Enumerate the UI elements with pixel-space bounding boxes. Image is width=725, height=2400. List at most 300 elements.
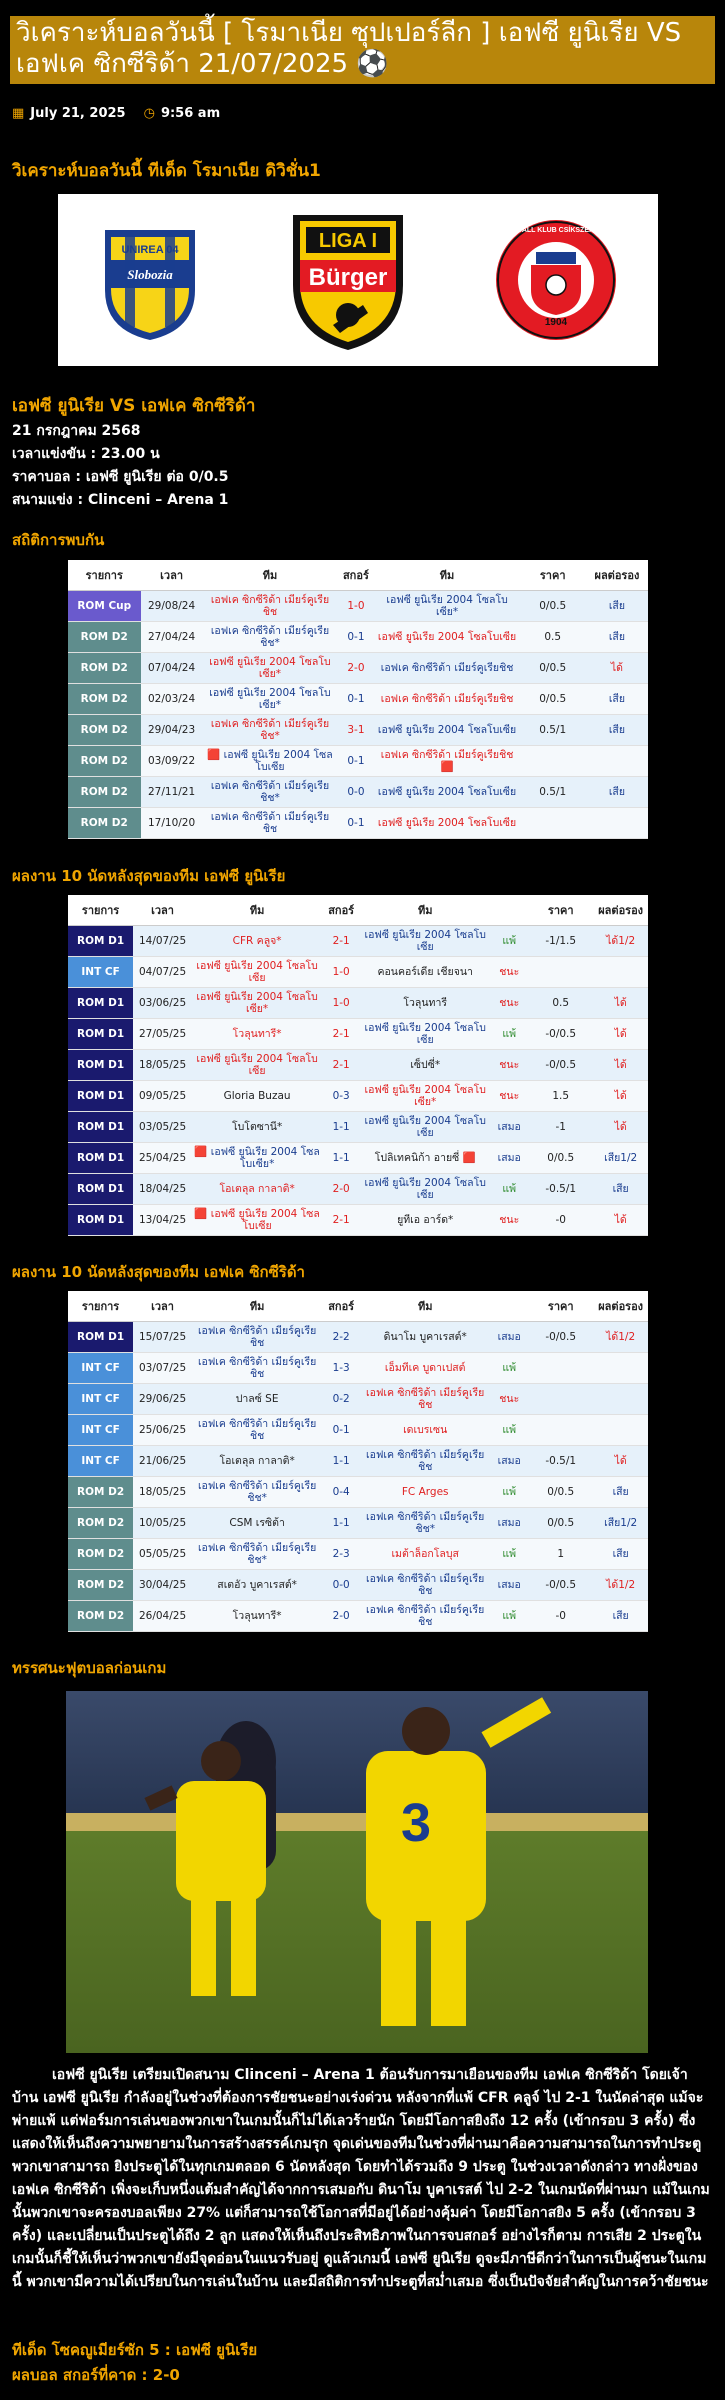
h2h-header-row xyxy=(68,560,648,591)
table-row xyxy=(68,1415,648,1446)
away-team-cell: ดินาโม บูคาเรสต์* xyxy=(360,1322,490,1353)
away-team-cell: เอฟซี ยูนิเรีย 2004 โซลโบเซีย xyxy=(375,777,520,808)
home-team-cell: เอฟซี ยูนิเรีย 2004 โซลโบเซีย* xyxy=(203,653,338,684)
col-away: ทีม xyxy=(360,895,490,926)
post-date: ▦ July 21, 2025 xyxy=(12,106,126,121)
win-loss-cell: แพ้ xyxy=(490,1415,528,1446)
handicap-result-cell: ได้1/2 xyxy=(593,1322,648,1353)
win-loss-cell: แพ้ xyxy=(490,1477,528,1508)
handicap-result-cell: ได้ xyxy=(586,653,648,684)
odds-cell: 1.5 xyxy=(528,1081,593,1112)
league-cell: ROM D1 xyxy=(68,1143,133,1174)
post-time: ◷ 9:56 am xyxy=(143,106,221,121)
away-team-cell: เมต้าล็อกโลบุส xyxy=(360,1539,490,1570)
league-cell: INT CF xyxy=(68,1384,133,1415)
away-team-cell: เอ็มทีเค บูดาเปสต์ xyxy=(360,1353,490,1384)
odds-cell xyxy=(528,1384,593,1415)
away-team-cell: เอฟเค ซิกซีริด้า เมียร์คูเรียชิช xyxy=(360,1570,490,1601)
h2h-heading: สถิติการพบกัน xyxy=(12,531,105,549)
home-team-cell: เอฟซี ยูนิเรีย 2004 โซลโบเซีย xyxy=(192,1050,322,1081)
home-team-cell: เอฟเค ซิกซีริด้า เมียร์คูเรียชิช xyxy=(192,1353,322,1384)
league-cell: ROM D1 xyxy=(68,926,133,957)
table-row xyxy=(68,808,648,839)
score-cell: 0-1 xyxy=(337,746,374,777)
win-loss-cell: แพ้ xyxy=(490,926,528,957)
unirea-slobozia-logo xyxy=(95,215,205,345)
table-row xyxy=(68,1353,648,1384)
score-cell: 1-0 xyxy=(337,591,374,622)
match-date: 21 กรกฎาคม 2568 xyxy=(12,423,141,439)
away-team-cell: เอฟซี ยูนิเรีย 2004 โซลโบเซีย xyxy=(360,1174,490,1205)
score-cell: 0-1 xyxy=(337,622,374,653)
home-results-header-row xyxy=(68,895,648,926)
handicap-result-cell: ได้ xyxy=(593,1446,648,1477)
score-cell: 1-0 xyxy=(322,957,360,988)
league-cell: ROM D1 xyxy=(68,1019,133,1050)
svg-text:Slobozia: Slobozia xyxy=(126,267,173,282)
league-cell: ROM D1 xyxy=(68,1174,133,1205)
home-team-cell: เอฟเค ซิกซีริด้า เมียร์คูเรียชิช xyxy=(192,1415,322,1446)
table-row xyxy=(68,1112,648,1143)
home-team-cell: เอฟเค ซิกซีริด้า เมียร์คูเรียชิช* xyxy=(192,1539,322,1570)
away-team-cell: เอฟซี ยูนิเรีย 2004 โซลโบเซีย xyxy=(375,715,520,746)
col-league: รายการ xyxy=(68,560,141,591)
prediction-score: ผลบอล สกอร์ที่คาด : 2-0 xyxy=(12,2366,180,2384)
date-cell: 18/05/25 xyxy=(133,1477,192,1508)
league-cell: ROM D2 xyxy=(68,1508,133,1539)
league-cell: INT CF xyxy=(68,1446,133,1477)
match-price: ราคาบอล : เอฟซี ยูนิเรีย ต่อ 0/0.5 xyxy=(12,469,229,485)
date-cell: 04/07/25 xyxy=(133,957,192,988)
table-row xyxy=(68,1539,648,1570)
col-result: ผลต่อรอง xyxy=(586,560,648,591)
league-cell: ROM D1 xyxy=(68,1081,133,1112)
date-cell: 29/08/24 xyxy=(141,591,203,622)
score-cell: 2-0 xyxy=(337,653,374,684)
table-row xyxy=(68,1050,648,1081)
svg-text:FUTBALL KLUB CSÍKSZEREDA: FUTBALL KLUB CSÍKSZEREDA xyxy=(503,227,610,234)
league-cell: INT CF xyxy=(68,1415,133,1446)
odds-cell: -0/0.5 xyxy=(528,1050,593,1081)
table-row xyxy=(68,1477,648,1508)
league-cell: ROM D2 xyxy=(68,1539,133,1570)
away-team-cell: โวลุนทารี xyxy=(360,988,490,1019)
date-cell: 30/04/25 xyxy=(133,1570,192,1601)
handicap-result-cell xyxy=(586,746,648,777)
match-stadium: สนามแข่ง : Clinceni – Arena 1 xyxy=(12,492,229,508)
odds-cell xyxy=(528,1415,593,1446)
league-cell: ROM D2 xyxy=(68,1477,133,1508)
score-cell: 0-4 xyxy=(322,1477,360,1508)
score-cell: 0-1 xyxy=(322,1415,360,1446)
clock-icon: ◷ xyxy=(143,106,155,121)
handicap-result-cell xyxy=(593,1353,648,1384)
table-row xyxy=(68,1601,648,1632)
handicap-result-cell: เสีย xyxy=(586,591,648,622)
league-cell: ROM Cup xyxy=(68,591,141,622)
odds-cell: 0/0.5 xyxy=(520,684,586,715)
win-loss-cell: เสมอ xyxy=(490,1570,528,1601)
table-row xyxy=(68,746,648,777)
home-team-cell: เอฟเค ซิกซีริด้า เมียร์คูเรียชิช xyxy=(203,808,338,839)
table-row xyxy=(68,1508,648,1539)
home-team-cell: โวลุนทารี* xyxy=(192,1601,322,1632)
date-cell: 10/05/25 xyxy=(133,1508,192,1539)
col-wl xyxy=(490,1291,528,1322)
team-logos-panel xyxy=(58,194,658,366)
table-row xyxy=(68,1384,648,1415)
col-home: ทีม xyxy=(192,1291,322,1322)
home-team-cell: เอฟเค ซิกซีริด้า เมียร์คูเรียชิช* xyxy=(203,622,338,653)
odds-cell: 0/0.5 xyxy=(520,653,586,684)
handicap-result-cell: ได้ xyxy=(593,1050,648,1081)
away-team-cell: เอฟเค ซิกซีริด้า เมียร์คูเรียชิช xyxy=(375,653,520,684)
score-cell: 2-1 xyxy=(322,1050,360,1081)
table-row xyxy=(68,1143,648,1174)
home-team-cell: โอเตลุล กาลาติ* xyxy=(192,1174,322,1205)
odds-cell: 1 xyxy=(528,1539,593,1570)
handicap-result-cell: เสีย1/2 xyxy=(593,1508,648,1539)
odds-cell: -0/0.5 xyxy=(528,1570,593,1601)
score-cell: 2-2 xyxy=(322,1322,360,1353)
away-team-cell: โปลิเทคนิก้า อายซี่ 🟥 xyxy=(360,1143,490,1174)
score-cell: 1-1 xyxy=(322,1112,360,1143)
odds-cell: -0/0.5 xyxy=(528,1322,593,1353)
date-cell: 26/04/25 xyxy=(133,1601,192,1632)
league-cell: ROM D2 xyxy=(68,808,141,839)
table-row xyxy=(68,715,648,746)
home-team-cell: โอเตลุล กาลาติ* xyxy=(192,1446,322,1477)
handicap-result-cell xyxy=(593,1415,648,1446)
handicap-result-cell: ได้1/2 xyxy=(593,1570,648,1601)
league-cell: ROM D2 xyxy=(68,1570,133,1601)
home-team-cell: เอฟซี ยูนิเรีย 2004 โซลโบเซีย xyxy=(192,957,322,988)
odds-cell xyxy=(520,746,586,777)
odds-cell: 0/0.5 xyxy=(528,1508,593,1539)
win-loss-cell: ชนะ xyxy=(490,1050,528,1081)
win-loss-cell: เสมอ xyxy=(490,1446,528,1477)
win-loss-cell: แพ้ xyxy=(490,1539,528,1570)
score-cell: 0-1 xyxy=(337,808,374,839)
home-team-cell: CFR คลูจ* xyxy=(192,926,322,957)
home-team-cell: ปาลซ์ SE xyxy=(192,1384,322,1415)
win-loss-cell: ชนะ xyxy=(490,1205,528,1236)
win-loss-cell: แพ้ xyxy=(490,1353,528,1384)
away-team-cell: ยูทีเอ อาร์ด* xyxy=(360,1205,490,1236)
away-team-cell: เอฟซี ยูนิเรีย 2004 โซลโบเซีย xyxy=(360,1112,490,1143)
date-cell: 14/07/25 xyxy=(133,926,192,957)
league-cell: INT CF xyxy=(68,957,133,988)
handicap-result-cell xyxy=(593,957,648,988)
win-loss-cell: ชนะ xyxy=(490,1081,528,1112)
score-cell: 1-1 xyxy=(322,1508,360,1539)
score-cell: 2-1 xyxy=(322,1205,360,1236)
league-cell: ROM D1 xyxy=(68,1205,133,1236)
date-cell: 18/04/25 xyxy=(133,1174,192,1205)
section-heading-main: วิเคราะห์บอลวันนี้ ทีเด็ด โรมาเนีย ดิวิชั่น1 xyxy=(12,161,321,181)
score-cell: 0-0 xyxy=(337,777,374,808)
odds-cell: -0.5/1 xyxy=(528,1174,593,1205)
table-row xyxy=(68,1570,648,1601)
table-row xyxy=(68,1322,648,1353)
home-team-cell: เอฟเค ซิกซีริด้า เมียร์คูเรียชิช xyxy=(192,1322,322,1353)
match-kickoff: เวลาแข่งขัน : 23.00 น xyxy=(12,446,160,462)
match-photo xyxy=(66,1691,648,2053)
table-row xyxy=(68,1019,648,1050)
away-team-cell: เซ็ปซี่* xyxy=(360,1050,490,1081)
col-date: เวลา xyxy=(141,560,203,591)
svg-text:LIGA I: LIGA I xyxy=(318,230,378,252)
away-team-cell: เอฟเค ซิกซีริด้า เมียร์คูเรียชิช xyxy=(375,684,520,715)
handicap-result-cell: เสีย xyxy=(593,1601,648,1632)
col-home: ทีม xyxy=(203,560,338,591)
handicap-result-cell: ได้ xyxy=(593,1019,648,1050)
col-score: สกอร์ xyxy=(322,1291,360,1322)
date-cell: 05/05/25 xyxy=(133,1539,192,1570)
handicap-result-cell: ได้ xyxy=(593,1112,648,1143)
odds-cell: 0/0.5 xyxy=(528,1477,593,1508)
handicap-result-cell: เสีย xyxy=(593,1174,648,1205)
table-row xyxy=(68,653,648,684)
league-cell: ROM D2 xyxy=(68,746,141,777)
home-team-cell: เอฟเค ซิกซีริด้า เมียร์คูเรียชิช* xyxy=(203,715,338,746)
date-cell: 25/04/25 xyxy=(133,1143,192,1174)
home-team-cell: CSM เรซิต้า xyxy=(192,1508,322,1539)
handicap-result-cell: ได้ xyxy=(593,1081,648,1112)
date-cell: 03/05/25 xyxy=(133,1112,192,1143)
svg-text:UNIREA 04: UNIREA 04 xyxy=(121,244,179,256)
home-team-cell: เอฟเค ซิกซีริด้า เมียร์คูเรียชิช* xyxy=(203,777,338,808)
away-team-cell: เอฟซี ยูนิเรีย 2004 โซลโบเซีย* xyxy=(360,1081,490,1112)
odds-cell: 0/0.5 xyxy=(520,591,586,622)
home-team-cell: เอฟซี ยูนิเรีย 2004 โซลโบเซีย* xyxy=(192,988,322,1019)
col-odds: ราคา xyxy=(528,895,593,926)
league-cell: ROM D2 xyxy=(68,622,141,653)
home-team-cell: เอฟซี ยูนิเรีย 2004 โซลโบเซีย* xyxy=(203,684,338,715)
date-cell: 17/10/20 xyxy=(141,808,203,839)
col-result: ผลต่อรอง xyxy=(593,1291,648,1322)
score-cell: 1-1 xyxy=(322,1446,360,1477)
league-cell: ROM D2 xyxy=(68,777,141,808)
table-row xyxy=(68,622,648,653)
league-cell: ROM D2 xyxy=(68,1601,133,1632)
home-team-cell: เอฟเค ซิกซีริด้า เมียร์คูเรีย ชิช xyxy=(203,591,338,622)
away-team-cell: เดเบรเซน xyxy=(360,1415,490,1446)
odds-cell: 0/0.5 xyxy=(528,1143,593,1174)
score-cell: 2-3 xyxy=(322,1539,360,1570)
away-team-cell: เอฟเค ซิกซีริด้า เมียร์คูเรียชิช xyxy=(360,1601,490,1632)
date-cell: 27/04/24 xyxy=(141,622,203,653)
match-info xyxy=(12,420,229,512)
table-row xyxy=(68,1174,648,1205)
away-results-heading: ผลงาน 10 นัดหลังสุดของทีม เอฟเค ซิกซีริด้า xyxy=(12,1263,305,1281)
score-cell: 3-1 xyxy=(337,715,374,746)
home-team-cell: โวลุนทารี* xyxy=(192,1019,322,1050)
post-meta xyxy=(12,106,725,121)
table-row xyxy=(68,988,648,1019)
away-team-cell: เอฟซี ยูนิเรีย 2004 โซลโบเซีย xyxy=(360,926,490,957)
score-cell: 1-3 xyxy=(322,1353,360,1384)
win-loss-cell: แพ้ xyxy=(490,1174,528,1205)
table-row xyxy=(68,1205,648,1236)
win-loss-cell: เสมอ xyxy=(490,1143,528,1174)
away-team-cell: เอฟเค ซิกซีริด้า เมียร์คูเรียชิช 🟥 xyxy=(375,746,520,777)
svg-text:1904: 1904 xyxy=(545,317,568,328)
date-cell: 27/11/21 xyxy=(141,777,203,808)
score-cell: 0-1 xyxy=(337,684,374,715)
col-date: เวลา xyxy=(133,1291,192,1322)
handicap-result-cell: เสีย xyxy=(586,684,648,715)
handicap-result-cell xyxy=(593,1384,648,1415)
date-cell: 03/06/25 xyxy=(133,988,192,1019)
table-row xyxy=(68,1446,648,1477)
date-cell: 02/03/24 xyxy=(141,684,203,715)
win-loss-cell: ชนะ xyxy=(490,957,528,988)
win-loss-cell: แพ้ xyxy=(490,1601,528,1632)
away-results-table xyxy=(68,1291,648,1632)
date-cell: 29/04/23 xyxy=(141,715,203,746)
handicap-result-cell: เสีย xyxy=(586,622,648,653)
col-result: ผลต่อรอง xyxy=(593,895,648,926)
svg-text:3: 3 xyxy=(401,1793,432,1853)
match-title: เอฟซี ยูนิเรีย VS เอฟเค ซิกซีริด้า xyxy=(12,396,256,416)
col-odds: ราคา xyxy=(528,1291,593,1322)
col-league: รายการ xyxy=(68,1291,133,1322)
odds-cell xyxy=(528,957,593,988)
preview-paragraph: เอฟซี ยูนิเรีย เตรียมเปิดสนาม Clinceni – Arena 1 ต้อนรับการมาเยือนของทีม เอฟเค ซิกซีริด้า โดยเจ้าบ้าน เอฟซี ยูนิเรีย กำลังอยู่ในช่วงที่ต้องการชัยชนะอย่างเร่งด่วน หลังจากที่แพ้ CFR คลูจ์ ไป 2-1 ในนัดล่าสุด แม้จะพ่ายแพ้ แต่ฟอร์มการเล่นของพวกเขาในเกมนั้นก็ไม่ได้เลวร้ายนัก โดยมีโอกาสยิงถึง 12 ครั้ง (เข้ากรอบ 3 ครั้ง) ซึ่งแสดงให้เห็นถึงความพยายามในการสร้างสรรค์เกมรุก จุดเด่นของทีมในช่วงที่ผ่านมาคือความสามารถในการทำประตู พวกเขาสามารถ ยิงประตูได้ในทุกเกมตลอด 6 นัดหลังสุด โดยทำได้รวมถึง 9 ประตู ในช่วงเวลาดังกล่าว ทางฝั่งของ เอฟเค ซิกซีริด้า เพิ่งจะเก็บหนึ่งแต้มสำคัญได้จากการเสมอกับ ดินาโม บูคาเรสต์ ไป 2-2 ในเกมนัดที่ผ่านมา แม้ในเกมนั้นพวกเขาจะครองบอลเพียง 27% แต่ก็สามารถใช้โอกาสที่มีอยู่ได้อย่างคุ้มค่า โดยมีโอกาสยิง 5 ครั้ง (เข้ากรอบ 3 ครั้ง) และเปลี่ยนเป็นประตูได้ถึง 2 ลูก แสดงให้เห็นถึงประสิทธิภาพในการจบสกอร์ อย่างไรก็ตาม การเสีย 2 ประตูในเกมนั้นก็ชี้ให้เห็นว่าพวกเขายังมีจุดอ่อนในแนวรับอยู่ ดูแล้วเกมนี้ เอฟซี ยูนิเรีย ดูจะมีภาษีดีกว่าในการเป็นผู้ชนะในเกมนี้ พวกเขามีความได้เปรียบในการเล่นในบ้าน และมีสถิติการทำประตูที่สม่ำเสมอ ซึ่งเป็นปัจจัยสำคัญในการคว้าชัยชนะ xyxy=(12,2067,710,2290)
home-results-table xyxy=(68,895,648,1236)
home-team-cell: 🟥 เอฟซี ยูนิเรีย 2004 โซลโบเซีย* xyxy=(192,1143,322,1174)
odds-cell: -1/1.5 xyxy=(528,926,593,957)
away-team-cell: เอฟเค ซิกซีริด้า เมียร์คูเรียชิช* xyxy=(360,1508,490,1539)
win-loss-cell: ชนะ xyxy=(490,988,528,1019)
table-row xyxy=(68,957,648,988)
col-score: สกอร์ xyxy=(322,895,360,926)
score-cell: 0-3 xyxy=(322,1081,360,1112)
h2h-table xyxy=(68,560,648,839)
col-odds: ราคา xyxy=(520,560,586,591)
win-loss-cell: เสมอ xyxy=(490,1508,528,1539)
col-away: ทีม xyxy=(375,560,520,591)
handicap-result-cell: เสีย xyxy=(586,715,648,746)
col-date: เวลา xyxy=(133,895,192,926)
away-team-cell: FC Arges xyxy=(360,1477,490,1508)
prediction-pick: ทีเด็ด โซคญูเมียร์ซัก 5 : เอฟซี ยูนิเรีย xyxy=(12,2341,258,2359)
preview-heading: ทรรศนะฟุตบอลก่อนเกม xyxy=(12,1659,167,1677)
league-cell: ROM D1 xyxy=(68,1050,133,1081)
svg-text:Bürger: Bürger xyxy=(308,264,388,291)
handicap-result-cell: เสีย1/2 xyxy=(593,1143,648,1174)
home-team-cell: Gloria Buzau xyxy=(192,1081,322,1112)
col-wl xyxy=(490,895,528,926)
table-row xyxy=(68,684,648,715)
handicap-result-cell: ได้ xyxy=(593,988,648,1019)
calendar-icon: ▦ xyxy=(12,106,25,121)
odds-cell: -0/0.5 xyxy=(528,1019,593,1050)
date-cell: 18/05/25 xyxy=(133,1050,192,1081)
score-cell: 0-0 xyxy=(322,1570,360,1601)
score-cell: 2-1 xyxy=(322,1019,360,1050)
handicap-result-cell: ได้1/2 xyxy=(593,926,648,957)
win-loss-cell: ชนะ xyxy=(490,1384,528,1415)
date-cell: 29/06/25 xyxy=(133,1384,192,1415)
away-results-header-row xyxy=(68,1291,648,1322)
league-cell: ROM D1 xyxy=(68,988,133,1019)
away-team-cell: เอฟซี ยูนิเรีย 2004 โซลโบเซีย xyxy=(375,622,520,653)
score-cell: 2-0 xyxy=(322,1174,360,1205)
handicap-result-cell: ได้ xyxy=(593,1205,648,1236)
odds-cell: 0.5/1 xyxy=(520,715,586,746)
home-team-cell: เอฟเค ซิกซีริด้า เมียร์คูเรียชิช* xyxy=(192,1477,322,1508)
csikszereda-logo xyxy=(491,210,621,350)
home-team-cell: สเตอัว บูคาเรสต์* xyxy=(192,1570,322,1601)
away-team-cell: เอฟซี ยูนิเรีย 2004 โซลโบเซีย xyxy=(375,808,520,839)
away-team-cell: เอฟเค ซิกซีริด้า เมียร์คูเรียชิช xyxy=(360,1384,490,1415)
odds-cell: 0.5 xyxy=(520,622,586,653)
date-cell: 15/07/25 xyxy=(133,1322,192,1353)
handicap-result-cell: เสีย xyxy=(593,1539,648,1570)
odds-cell: 0.5 xyxy=(528,988,593,1019)
date-cell: 21/06/25 xyxy=(133,1446,192,1477)
away-team-cell: เอฟซี ยูนิเรีย 2004 โซลโบเซีย* xyxy=(375,591,520,622)
odds-cell: -0 xyxy=(528,1205,593,1236)
col-league: รายการ xyxy=(68,895,133,926)
odds-cell: -0 xyxy=(528,1601,593,1632)
away-team-cell: เอฟเค ซิกซีริด้า เมียร์คูเรียชิช xyxy=(360,1446,490,1477)
score-cell: 0-2 xyxy=(322,1384,360,1415)
score-cell: 2-0 xyxy=(322,1601,360,1632)
liga-1-logo xyxy=(278,205,418,355)
score-cell: 2-1 xyxy=(322,926,360,957)
table-row xyxy=(68,777,648,808)
handicap-result-cell: เสีย xyxy=(586,777,648,808)
odds-cell: -0.5/1 xyxy=(528,1446,593,1477)
league-cell: ROM D2 xyxy=(68,653,141,684)
league-cell: INT CF xyxy=(68,1353,133,1384)
date-cell: 13/04/25 xyxy=(133,1205,192,1236)
home-team-cell: 🟥 เอฟซี ยูนิเรีย 2004 โซลโบเซีย xyxy=(203,746,338,777)
table-row xyxy=(68,591,648,622)
home-results-heading: ผลงาน 10 นัดหลังสุดของทีม เอฟซี ยูนิเรีย xyxy=(12,867,286,885)
league-cell: ROM D1 xyxy=(68,1112,133,1143)
away-team-cell: เอฟซี ยูนิเรีย 2004 โซลโบเซีย xyxy=(360,1019,490,1050)
win-loss-cell: เสมอ xyxy=(490,1322,528,1353)
date-cell: 03/07/25 xyxy=(133,1353,192,1384)
handicap-result-cell: เสีย xyxy=(593,1477,648,1508)
odds-cell: 0.5/1 xyxy=(520,777,586,808)
odds-cell: -1 xyxy=(528,1112,593,1143)
score-cell: 1-1 xyxy=(322,1143,360,1174)
col-away: ทีม xyxy=(360,1291,490,1322)
date-cell: 25/06/25 xyxy=(133,1415,192,1446)
away-team-cell: คอนคอร์เดีย เชียจนา xyxy=(360,957,490,988)
article-title: วิเคราะห์บอลวันนี้ [ โรมาเนีย ซุปเปอร์ลีก ] เอฟซี ยูนิเรีย VS เอฟเค ซิกซีริด้า 21/07/2025 ⚽ xyxy=(10,16,715,84)
date-cell: 27/05/25 xyxy=(133,1019,192,1050)
odds-cell xyxy=(528,1353,593,1384)
home-team-cell: โบโตซานี* xyxy=(192,1112,322,1143)
odds-cell xyxy=(520,808,586,839)
table-row xyxy=(68,926,648,957)
league-cell: ROM D1 xyxy=(68,1322,133,1353)
score-cell: 1-0 xyxy=(322,988,360,1019)
table-row xyxy=(68,1081,648,1112)
handicap-result-cell xyxy=(586,808,648,839)
date-cell: 03/09/22 xyxy=(141,746,203,777)
league-cell: ROM D2 xyxy=(68,715,141,746)
col-score: สกอร์ xyxy=(337,560,374,591)
league-cell: ROM D2 xyxy=(68,684,141,715)
home-team-cell: 🟥 เอฟซี ยูนิเรีย 2004 โซลโบเซีย xyxy=(192,1205,322,1236)
